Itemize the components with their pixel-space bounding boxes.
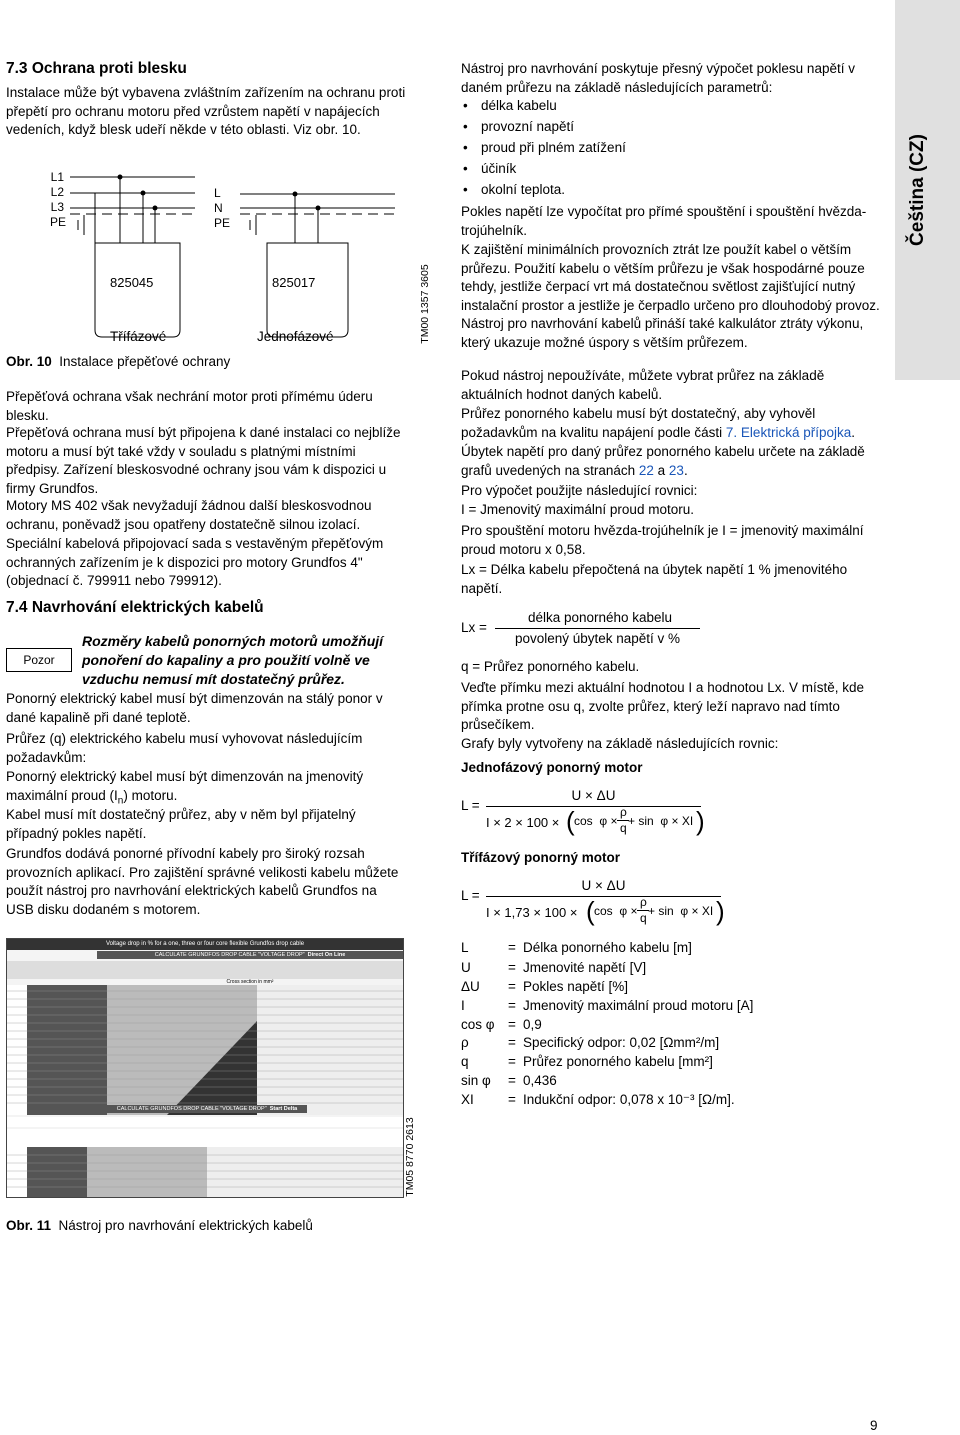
formula1-numerator: U × ΔU <box>571 788 616 803</box>
paren-close: ) <box>716 896 725 926</box>
language-label: Čeština (CZ) <box>907 134 928 246</box>
figure-10-caption: Obr. 10 Instalace přepěťové ochrany <box>6 354 231 369</box>
bullet-item: • proud při plném zatížení <box>481 140 626 155</box>
figure-11-code: TM05 8770 2613 <box>404 1117 416 1197</box>
formula1-q: q <box>620 821 627 835</box>
figure-11-spreadsheet <box>6 938 404 1198</box>
figure-10-diagram <box>0 165 420 355</box>
variable-row: cos φ = 0,9 <box>461 1017 542 1032</box>
spreadsheet-title: Voltage drop in % for a one, three or four core flexible Grundfos drop cable <box>7 939 403 950</box>
paragraph: Veďte přímku mezi aktuální hodnotou I a hodnotou Lx. V místě, kde přímka protne osu q, zvolte průřez, který leží napravo nad tímto průsečíkem. <box>461 680 865 732</box>
label-single-phase: Jednofázové <box>257 329 334 344</box>
fraction-line <box>486 806 701 807</box>
paragraph: Grafy byly vytvořeny na základě následujících rovnic: <box>461 736 779 751</box>
spreadsheet-subtitle-dol: CALCULATE GRUNDFOS DROP CABLE "VOLTAGE DROP" Direct On Line <box>97 951 403 959</box>
bullet-item: • délka kabelu <box>481 98 557 113</box>
warning-text: Rozměry kabelů ponorných motorů umožňují ponoření do kapaliny a pro použití volně ve vzduchu nemusí mít dostatečný průřez. <box>82 633 384 687</box>
link-electrical-connection[interactable]: 7. Elektrická přípojka <box>725 424 852 440</box>
paragraph: I = Jmenovitý maximální proud motoru. <box>461 502 694 517</box>
paragraph: Pro výpočet použijte následující rovnici: <box>461 483 698 498</box>
paragraph: K zajištění minimálních provozních ztrát lze použít kabel o větším průřezu. Použití kabelu o větším průřezu je však hospodárné pouze tehdy, jestliže čerpací vrt má dostatečnou světlost zajišťující nutný instalační prostor a jestliže je čerpadlo určeno pro dlouhodobý provoz. Nástroj pro navrhování kabelů přináší také kalkulátor ztráty výkonu, který ukazuje možné úspory s větším průřezem. <box>461 242 880 350</box>
spreadsheet-subtitle-sd: CALCULATE GRUNDFOS DROP CABLE "VOLTAGE DROP" Start Delta <box>107 1105 307 1113</box>
formula2-numerator: U × ΔU <box>581 878 626 893</box>
three-phase-heading: Třífázový ponorný motor <box>461 850 621 865</box>
variable-row: XI = Indukční odpor: 0,078 x 10⁻³ [Ω/m]. <box>461 1092 735 1107</box>
variable-row: q = Průřez ponorného kabelu [mm²] <box>461 1054 713 1069</box>
lx-formula-lhs: Lx = <box>461 620 487 635</box>
page-number: 9 <box>870 1418 878 1433</box>
paragraph: Speciální kabelová připojovací sada s vestavěným přepěťovým ochranných zařízením je k dispozici pro motory Grundfos 4" (objednací č. 799911 nebo 799912). <box>6 536 384 588</box>
lx-formula-denominator: povolený úbytek napětí v % <box>514 631 681 646</box>
link-page-23[interactable]: 23 <box>668 462 684 478</box>
formula1-lhs: L = <box>461 798 480 813</box>
variable-row: ΔU = Pokles napětí [%] <box>461 979 629 994</box>
bullet-item: • provozní napětí <box>481 119 574 134</box>
formula2-lhs: L = <box>461 888 480 903</box>
variable-row: sin φ = 0,436 <box>461 1073 557 1088</box>
paragraph: Pro spouštění motoru hvězda-trojúhelník je I = jmenovitý maximální proud motoru x 0,58. <box>461 523 864 557</box>
figure-11-caption: Obr. 11 Nástroj pro navrhování elektrických kabelů <box>6 1218 313 1233</box>
paragraph: Pokud nástroj nepoužíváte, můžete vybrat průřez na základě aktuálních hodnot daných kabelů. <box>461 368 825 402</box>
formula1-rho: ρ <box>620 805 627 819</box>
figure-10-code: TM00 1357 3605 <box>419 264 431 344</box>
paragraph: Přepěťová ochrana však nechrání motor proti přímému úderu blesku. <box>6 389 373 423</box>
device-825045: 825045 <box>110 275 154 290</box>
warning-label: Pozor <box>6 648 72 672</box>
cross-section-header: Cross section in mm² <box>226 979 274 985</box>
variable-row: L = Délka ponorného kabelu [m] <box>461 940 692 955</box>
paren-open: ( <box>586 896 595 926</box>
formula1-denominator: I × 2 × 100 × <box>486 815 560 830</box>
formula2-q: q <box>640 911 647 925</box>
paragraph: Instalace může být vybavena zvláštním zařízením na ochranu proti přepětí pro ochranu motoru před vzrůstem napětí v napájecích vedeních, když blesk udeří někde v této oblasti. Viz obr. 10. <box>6 85 406 137</box>
paragraph: Přepěťová ochrana musí být připojena k dané instalaci co nejblíže motoru a musí být také vždy v souladu s platnými místními předpisy. Zařízení bleskosvodné ochrany jsou vám k dispozici u firmy Grundfos. <box>6 425 401 496</box>
variable-row: I = Jmenovitý maximální proud motoru [A] <box>461 998 754 1013</box>
language-tab <box>895 0 960 380</box>
label-three-phase: Třífázové <box>110 329 167 344</box>
paren-open: ( <box>566 806 575 836</box>
spreadsheet-grid <box>7 961 403 1197</box>
formula2-sin: + sin φ × XI <box>648 904 714 918</box>
bullet-item: • okolní teplota. <box>481 182 565 197</box>
section-7-4-heading: 7.4 Navrhování elektrických kabelů <box>6 599 264 616</box>
device-825017: 825017 <box>272 275 316 290</box>
formula2-denominator: I × 1,73 × 100 × <box>486 905 578 920</box>
paragraph: Kabel musí mít dostatečný průřez, aby v něm byl přijatelný případný pokles napětí. <box>6 807 356 841</box>
formula2-rho: ρ <box>640 895 647 909</box>
formula1-cos: cos φ × <box>574 814 618 828</box>
paragraph: Nástroj pro navrhování poskytuje přesný výpočet poklesu napětí v daném průřezu na základě následujících parametrů: <box>461 61 855 95</box>
phase-labels-3ph: L1 L2 L3 PE <box>50 170 67 229</box>
bullet-item: • účiník <box>481 161 516 176</box>
formula2-cos: cos φ × <box>594 904 638 918</box>
paragraph: Ponorný elektrický kabel musí být dimenzován na jmenovitý maximální proud $(I_n)$ motoru. <box>6 769 364 807</box>
link-page-22[interactable]: 22 <box>638 462 654 478</box>
paragraph: Grundfos dodává ponorné přívodní kabely pro široký rozsah provozních aplikací. Pro zajištění správné velikosti kabelu můžete použít nástroj pro navrhování elektrických kabelů Grundfos na USB disku dodaném s motorem. <box>6 846 399 917</box>
lx-formula-numerator: délka ponorného kabelu <box>527 610 673 625</box>
phase-labels-1ph: L N PE <box>214 186 231 230</box>
formula1-sin: + sin φ × XI <box>628 814 694 828</box>
paragraph: Průřez (q) elektrického kabelu musí vyhovovat následujícím požadavkům: <box>6 731 363 765</box>
paragraph: Motory MS 402 však nevyžadují žádnou další bleskosvodnou ochranu, poněvadž jsou opatřeny dostatečně silnou izolací. <box>6 498 372 532</box>
fraction-line <box>486 896 721 897</box>
variable-row: U = Jmenovité napětí [V] <box>461 960 647 975</box>
paragraph: Ponorný elektrický kabel musí být dimenzován na stálý ponor v dané kapalině při dané teplotě. <box>6 691 383 725</box>
single-phase-heading: Jednofázový ponorný motor <box>461 760 643 775</box>
paren-close: ) <box>696 806 705 836</box>
fraction-line <box>495 628 700 629</box>
paragraph: Průřez ponorného kabelu musí být dostatečný, aby vyhověl požadavkům na kvalitu napájení podle části 7. Elektrická přípojka. <box>461 406 855 440</box>
variable-row: ρ = Specifický odpor: 0,02 [Ωmm²/m] <box>461 1035 720 1050</box>
paragraph: Úbytek napětí pro daný průřez ponorného kabelu určete na základě grafů uvedených na stranách 22 a 23. <box>461 444 865 478</box>
paragraph: q = Průřez ponorného kabelu. <box>461 659 640 674</box>
paragraph: Lx = Délka kabelu přepočtená na úbytek napětí 1 % jmenovitého napětí. <box>461 562 848 596</box>
paragraph: Pokles napětí lze vypočítat pro přímé spouštění i spouštění hvězda-trojúhelník. <box>461 204 867 238</box>
section-7-3-heading: 7.3 Ochrana proti blesku <box>6 60 187 77</box>
